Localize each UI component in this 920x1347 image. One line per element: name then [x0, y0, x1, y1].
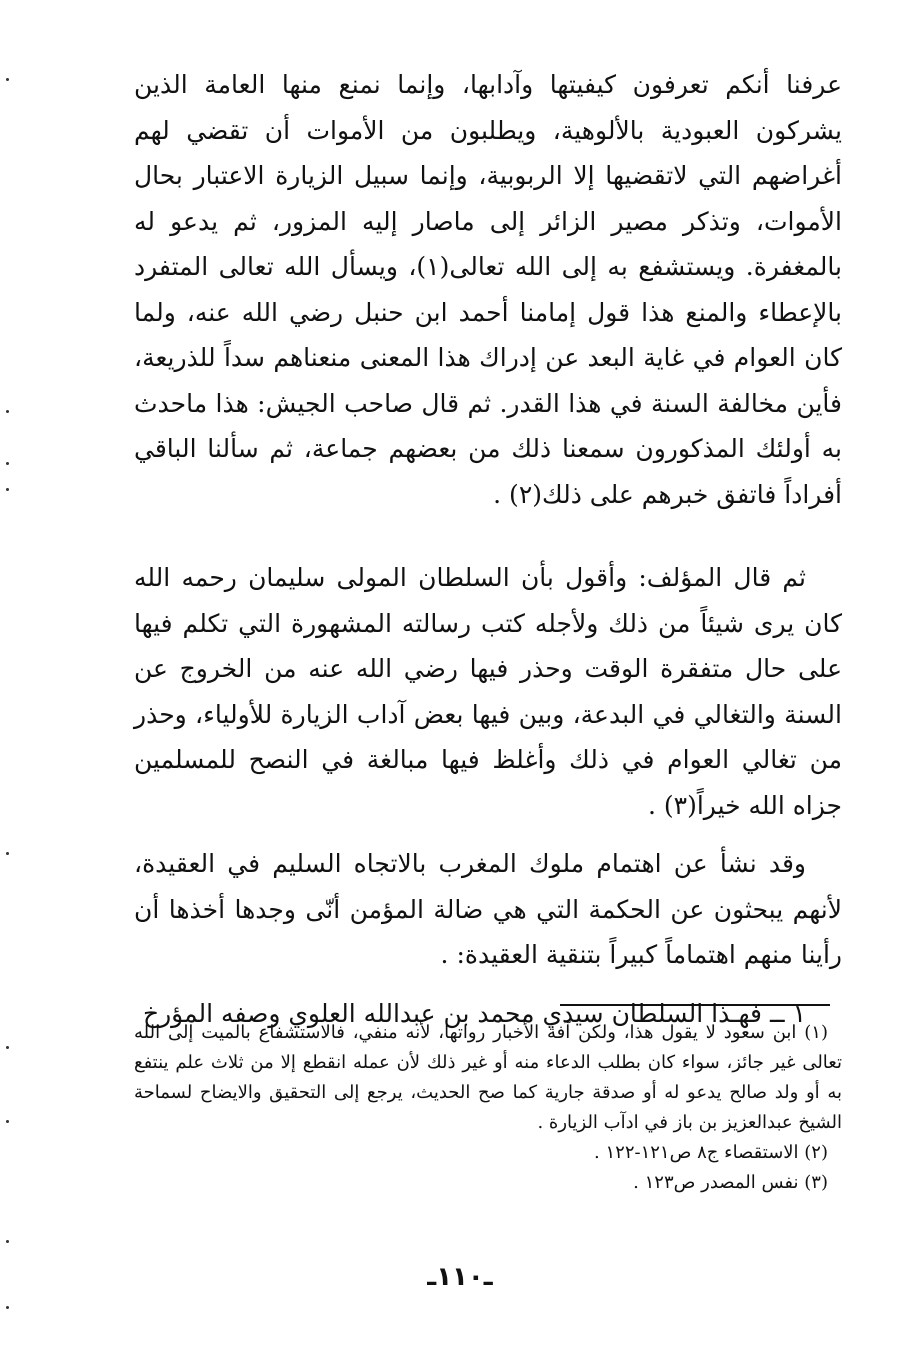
- paragraph-3: وقد نشأ عن اهتمام ملوك المغرب بالاتجاه السليم في العقيدة، لأنهم يبحثون عن الحكمة التي هي ضالة المؤمن أنّى وجدها أخذها أن رأينا منهم اهتماماً كبيراً بتنقية العقيدة: .: [134, 849, 842, 969]
- main-text-body: [134, 62, 842, 1036]
- paragraph-1: عرفنا أنكم تعرفون كيفيتها وآدابها، وإنما نمنع منها العامة الذين يشركون العبودية بالألوهية، ويطلبون من الأموات أن تقضي لهم أغراضهم التي لاتقضيها إلا الربوبية، وإنما سبيل الزيارة الاعتبار بحال الأموات، وتذكر مصير الزائر إلى ماصار إليه المزور، ثم يدعو له بالمغفرة. ويستشفع به إلى الله تعالى(١)، ويسأل الله تعالى المتفرد بالإعطاء والمنع هذا قول إمامنا أحمد ابن حنبل رضي الله عنه، ولما كان العوام في غاية البعد عن إدراك هذا المعنى منعناهم سداً للذريعة، فأين مخالفة السنة في هذا القدر. ثم قال صاحب الجيش: هذا ماحدث به أولئك المذكورون سمعنا ذلك من بعضهم جماعة، ثم سألنا الباقي أفراداً فاتفق خبرهم على ذلك(٢) .: [134, 70, 842, 509]
- scan-speck: [6, 78, 9, 81]
- scan-speck: [6, 1120, 9, 1123]
- scan-speck: [6, 852, 9, 855]
- footnote-1: (١) ابن سعود لا يقول هذا، ولكن آفة الأخبار رواتها، لأنه منفي، فالاستشفاع بالميت إلى الله تعالى غير جائز، سواء كان بطلب الدعاء منه أو غير ذلك لأن عمله انقطع إلا من ثلاث علم ينتفع به أو ولد صالح يدعو له أو صدقة جارية كما صح الحديث، يرجع إلى التحقيق والايضاح لسماحة الشيخ عبدالعزيز بن باز في ادآب الزيارة .: [134, 1022, 842, 1133]
- scan-speck: [6, 1046, 9, 1049]
- footnote-3: (٣) نفس المصدر ص١٢٣ .: [633, 1172, 828, 1193]
- footnote-2: (٢) الاستقصاء ج٨ ص١٢١-١٢٢ .: [594, 1142, 828, 1163]
- scan-speck: [6, 462, 9, 465]
- scan-speck: [6, 410, 9, 413]
- paragraph-4: ١ ــ فهـذا السلطان سيدي محمد بن عبدالله العلوي وصفه المؤرخ: [142, 998, 806, 1028]
- page-number: ـ١١٠ـ: [427, 1262, 493, 1292]
- scan-speck: [6, 1306, 9, 1309]
- footnotes-section: [134, 1018, 842, 1198]
- scan-speck: [6, 488, 9, 491]
- scan-speck: [6, 1240, 9, 1243]
- paragraph-2: ثم قال المؤلف: وأقول بأن السلطان المولى سليمان رحمه الله كان يرى شيئاً من ذلك ولأجله كتب رسالته المشهورة التي تكلم فيها على حال متفقرة الوقت وحذر فيها رضي الله عنه من الخروج عن السنة والتغالي في البدعة، وبين فيها بعض آداب الزيارة للأولياء، وحذر من تغالي العوام في ذلك وأغلظ فيها مبالغة في النصح للمسلمين جزاه الله خيراً(٣) .: [134, 563, 842, 820]
- footnote-divider: [560, 1004, 830, 1006]
